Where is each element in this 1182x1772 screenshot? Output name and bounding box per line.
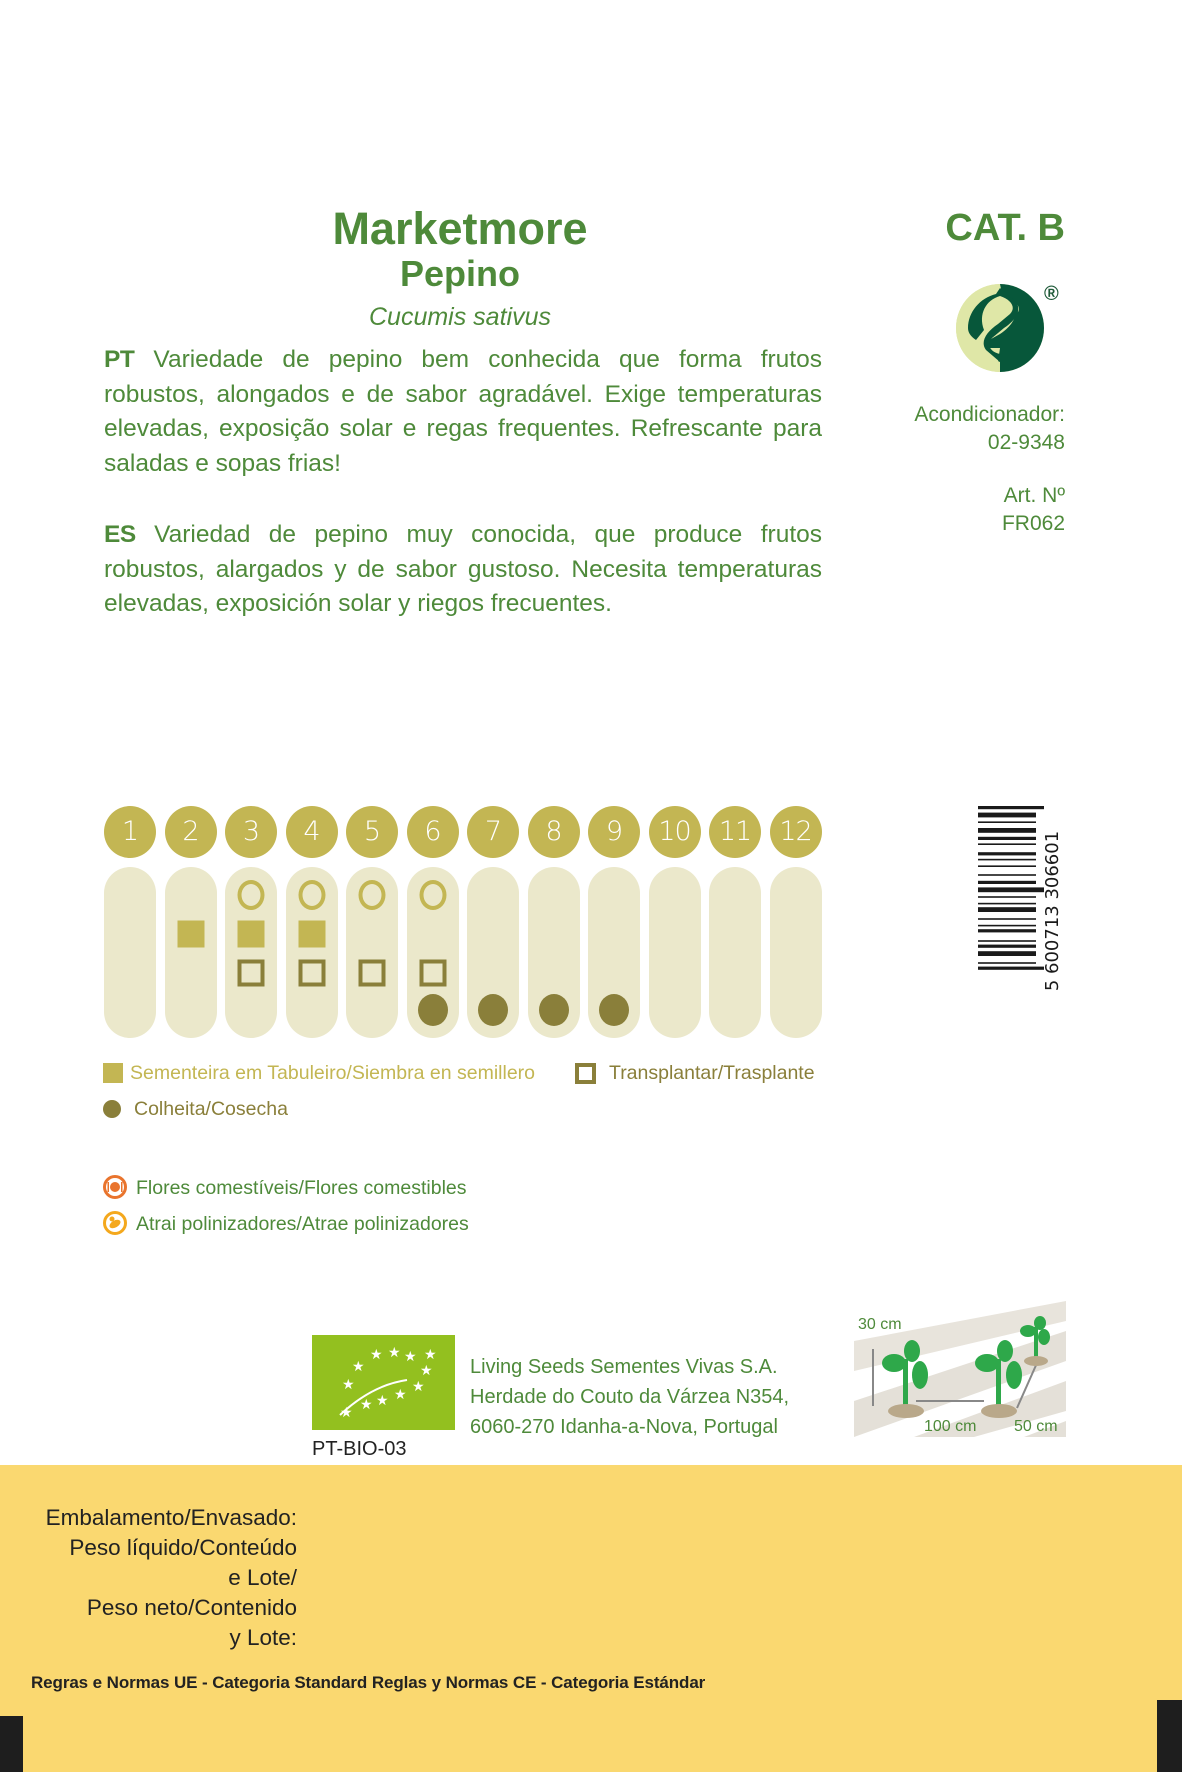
calendar-month-9 xyxy=(588,806,640,858)
harvest-legend-icon xyxy=(103,1100,121,1118)
height-label: 30 cm xyxy=(858,1316,902,1333)
transplant-icon xyxy=(238,960,265,987)
organic-control-code: PT-BIO-03 xyxy=(312,1438,407,1460)
harvest-icon xyxy=(478,994,508,1026)
tray-sow-legend-icon xyxy=(103,1063,123,1083)
company-street: Herdade do Couto da Várzea N354, xyxy=(470,1386,790,1408)
month-activity-pill xyxy=(770,867,822,1038)
month-activity-pill xyxy=(528,867,580,1038)
svg-text:★: ★ xyxy=(340,1405,353,1421)
month-activity-pill xyxy=(588,867,640,1038)
edible-flowers-icon xyxy=(103,1175,127,1199)
barcode-number: 5 600713 306601 xyxy=(1042,830,1063,992)
crop-mark-left xyxy=(0,1716,23,1772)
packer-label: Acondicionador: xyxy=(914,403,1065,426)
direct-sow-icon xyxy=(238,880,265,910)
common-name: Pepino xyxy=(399,253,520,294)
article-label: Art. Nº xyxy=(1003,484,1065,507)
month-activity-pill xyxy=(286,867,338,1038)
month-number-badge: 10 xyxy=(649,806,701,858)
tray-sow-legend-label: Sementeira em Tabuleiro/Siembra en semillero xyxy=(130,1062,535,1084)
svg-text:★: ★ xyxy=(376,1393,389,1409)
lang-tag-pt: PT xyxy=(104,346,135,373)
transplant-icon xyxy=(419,960,446,987)
transplant-icon xyxy=(298,960,325,987)
plant-spacing-diagram xyxy=(854,1301,1066,1437)
svg-text:★: ★ xyxy=(420,1363,433,1379)
description-es xyxy=(104,518,822,622)
company-city: 6060-270 Idanha-a-Nova, Portugal xyxy=(470,1416,778,1438)
month-activity-pill xyxy=(467,867,519,1038)
calendar-month-11 xyxy=(709,806,761,858)
company-name: Living Seeds Sementes Vivas S.A. xyxy=(470,1356,778,1378)
variety-name: Marketmore xyxy=(332,203,588,254)
calendar-month-4 xyxy=(286,806,338,858)
transplant-icon xyxy=(359,960,386,987)
pack-line-1: Embalamento/Envasado: xyxy=(45,1505,297,1530)
barcode xyxy=(978,806,1068,1016)
svg-text:★: ★ xyxy=(342,1377,355,1393)
svg-text:★: ★ xyxy=(404,1349,417,1365)
pack-line-5: y Lote: xyxy=(229,1625,297,1650)
svg-text:★: ★ xyxy=(360,1397,373,1413)
month-number-badge: 4 xyxy=(286,806,338,858)
month-activity-pill xyxy=(104,867,156,1038)
calendar-month-6 xyxy=(407,806,459,858)
month-number-badge: 8 xyxy=(528,806,580,858)
month-number-badge: 6 xyxy=(407,806,459,858)
month-activity-pill xyxy=(346,867,398,1038)
category-label: CAT. B xyxy=(945,207,1065,249)
crop-mark-right xyxy=(1157,1700,1182,1772)
calendar-month-8 xyxy=(528,806,580,858)
calendar-month-10 xyxy=(649,806,701,858)
row-spacing-label: 100 cm xyxy=(924,1418,977,1435)
month-number-badge: 2 xyxy=(165,806,217,858)
calendar-month-5 xyxy=(346,806,398,858)
month-number-badge: 9 xyxy=(588,806,640,858)
article-code: FR062 xyxy=(1001,512,1065,535)
month-number-badge: 12 xyxy=(770,806,822,858)
month-number-badge: 11 xyxy=(709,806,761,858)
month-activity-pill xyxy=(165,867,217,1038)
eu-rules-text: Regras e Normas UE - Categoria Standard Reglas y Normas CE - Categoria Estándar xyxy=(31,1673,706,1692)
direct-sow-icon xyxy=(359,880,386,910)
barcode-bars xyxy=(978,806,1068,1016)
svg-text:★: ★ xyxy=(388,1345,401,1361)
tray-sow-icon xyxy=(238,921,265,948)
month-activity-pill xyxy=(407,867,459,1038)
plant-spacing-label: 50 cm xyxy=(1014,1418,1058,1435)
pollinator-label: Atrai polinizadores/Atrae polinizadores xyxy=(136,1213,469,1235)
lang-tag-es: ES xyxy=(104,521,136,548)
pollinator-bee-icon xyxy=(103,1211,127,1235)
svg-text:★: ★ xyxy=(352,1359,365,1375)
description-pt-text: Variedade de pepino bem conhecida que forma frutos robustos, alongados e de sabor agradável. Exige temperaturas elevadas, exposição solar e regas frequentes. Refrescante para saladas e sopas frias! xyxy=(104,346,822,477)
month-activity-pill xyxy=(225,867,277,1038)
month-activity-pill xyxy=(649,867,701,1038)
registered-mark: ® xyxy=(1044,283,1059,305)
edible-flowers-label: Flores comestíveis/Flores comestibles xyxy=(136,1177,467,1199)
description-pt xyxy=(104,343,822,481)
description-es-text: Variedad de pepino muy conocida, que produce frutos robustos, alargados y de sabor gustoso. Necesita temperaturas elevadas, exposición solar y riegos frecuentes. xyxy=(104,521,823,617)
svg-text:★: ★ xyxy=(370,1347,383,1363)
latin-name: Cucumis sativus xyxy=(369,303,551,331)
pack-line-3: e Lote/ xyxy=(228,1565,297,1590)
svg-text:★: ★ xyxy=(394,1387,407,1403)
transplant-legend-icon xyxy=(575,1063,596,1084)
direct-sow-icon xyxy=(419,880,446,910)
transplant-legend-label: Transplantar/Trasplante xyxy=(609,1062,815,1084)
calendar-month-12 xyxy=(770,806,822,858)
month-number-badge: 5 xyxy=(346,806,398,858)
calendar-month-2 xyxy=(165,806,217,858)
direct-sow-icon xyxy=(298,880,325,910)
harvest-legend-label: Colheita/Cosecha xyxy=(134,1098,288,1120)
sowing-calendar xyxy=(104,806,824,1046)
month-number-badge: 1 xyxy=(104,806,156,858)
green-dot-recycling-icon xyxy=(956,284,1044,372)
svg-text:★: ★ xyxy=(424,1347,437,1363)
pack-line-2: Peso líquido/Conteúdo xyxy=(69,1535,297,1560)
month-number-badge: 7 xyxy=(467,806,519,858)
calendar-month-1 xyxy=(104,806,156,858)
eu-organic-logo xyxy=(312,1335,455,1430)
company-address xyxy=(470,1352,789,1442)
harvest-icon xyxy=(599,994,629,1026)
harvest-icon xyxy=(539,994,569,1026)
pack-line-4: Peso neto/Contenido xyxy=(86,1595,297,1620)
harvest-icon xyxy=(418,994,448,1026)
svg-text:★: ★ xyxy=(412,1379,425,1395)
packer-code: 02-9348 xyxy=(987,431,1065,454)
packing-info xyxy=(0,1503,297,1653)
calendar-month-7 xyxy=(467,806,519,858)
month-activity-pill xyxy=(709,867,761,1038)
calendar-month-3 xyxy=(225,806,277,858)
tray-sow-icon xyxy=(177,921,204,948)
month-number-badge: 3 xyxy=(225,806,277,858)
tray-sow-icon xyxy=(298,921,325,948)
